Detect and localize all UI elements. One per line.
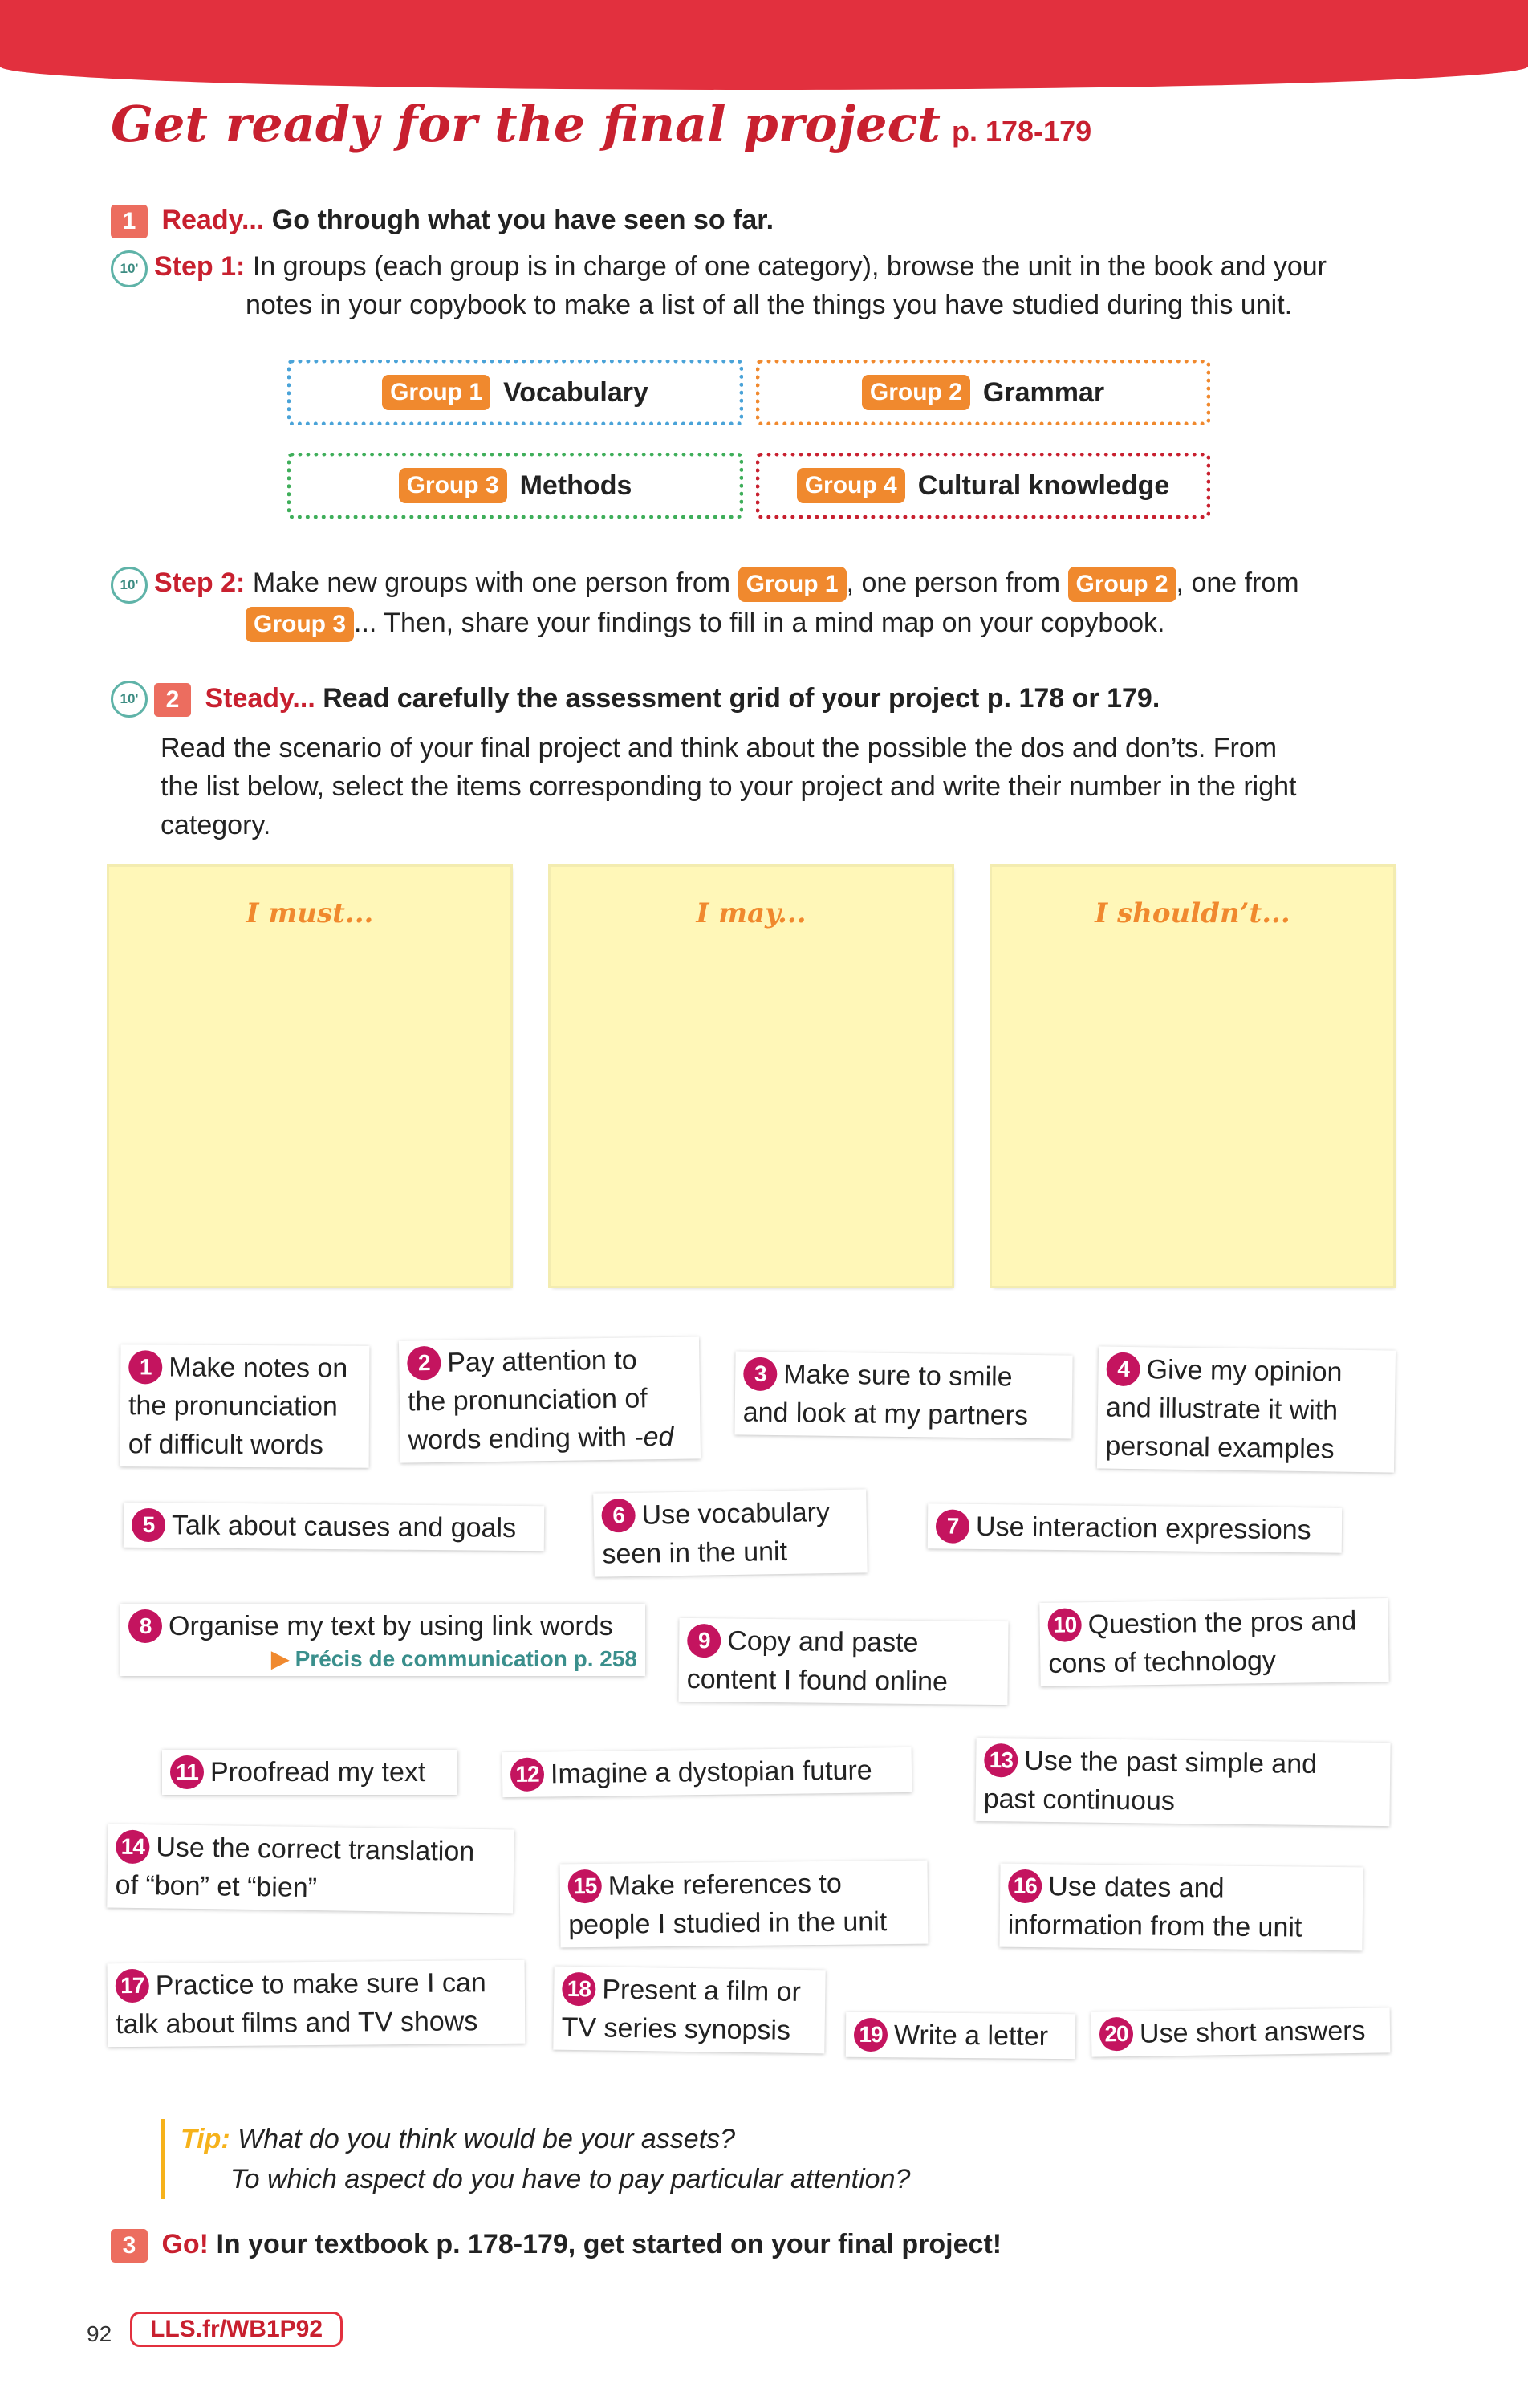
step2-text3: , one from (1176, 567, 1299, 598)
item-line: Make sure to smile (783, 1359, 1013, 1393)
resource-link[interactable]: LLS.fr/WB1P92 (130, 2312, 343, 2347)
item-number: 17 (116, 1969, 149, 2003)
item-line: Imagine a dystopian future (550, 1755, 872, 1790)
group3-name: Methods (519, 470, 632, 501)
timer-label: 10' (111, 250, 148, 287)
item-line: personal examples (1105, 1430, 1335, 1465)
item-number: 19 (854, 2018, 888, 2052)
item-line: Question the pros and (1087, 1605, 1357, 1641)
note-shouldnt (992, 867, 1393, 1286)
title-text: Get ready for the final project (111, 95, 941, 153)
item-card-11 (162, 1750, 457, 1795)
item-line: content I found online (686, 1663, 949, 1698)
timer-icon (111, 681, 148, 718)
top-banner (0, 0, 1528, 90)
item-card-1 (120, 1344, 370, 1468)
item-line: TV series synopsis (561, 2011, 791, 2046)
item-line: Make references to (608, 1868, 842, 1902)
note-must-title: I must... (246, 897, 374, 929)
item-line: Use short answers (1139, 2015, 1366, 2049)
note-may-title: I may... (696, 897, 807, 929)
item-card-19 (846, 2012, 1075, 2059)
step2-group2-tag: Group 2 (1068, 567, 1176, 602)
item-card-2 (399, 1336, 701, 1462)
item-card-15 (559, 1861, 928, 1948)
page-title (111, 95, 1091, 153)
tip-line1: What do you think would be your assets? (238, 2124, 736, 2154)
item-line: talk about films and TV shows (116, 2006, 478, 2040)
step2-text4: ... Then, share your findings to fill in a mind map on your copybook. (354, 608, 1165, 638)
item-card-9 (678, 1618, 1008, 1705)
item-number: 4 (1106, 1352, 1140, 1387)
section3-number: 3 (111, 2229, 148, 2263)
item-line: Organise my text by using link words (169, 1611, 613, 1641)
item-number: 10 (1047, 1608, 1082, 1642)
item-number: 14 (116, 1830, 150, 1865)
note-shouldnt-title: I shouldn’t... (1095, 897, 1290, 929)
item-line: Make notes on (169, 1352, 348, 1384)
tip-label: Tip: (181, 2124, 230, 2154)
section1-label: Ready... (161, 205, 265, 235)
item-reference-text: Précis de communication p. 258 (295, 1646, 637, 1671)
item-card-14 (107, 1824, 514, 1913)
item-line: Use vocabulary (641, 1497, 831, 1531)
item-line: information from the unit (1007, 1909, 1302, 1943)
item-line: of “bon” et “bien” (115, 1869, 318, 1904)
item-line: Use dates and (1048, 1871, 1225, 1904)
item-number: 1 (128, 1350, 162, 1384)
group3-tag: Group 3 (399, 468, 507, 503)
step2-line2 (246, 604, 1165, 642)
item-number: 18 (562, 1972, 596, 2007)
item-number: 5 (132, 1508, 165, 1542)
step2-label: Step 2: (154, 567, 246, 598)
item-line: Use the past simple and (1024, 1745, 1318, 1780)
step2-line1 (154, 563, 1299, 602)
section2-number: 2 (154, 683, 191, 717)
section2-para-line3: category. (161, 810, 271, 840)
note-may (551, 867, 952, 1286)
item-number: 8 (128, 1609, 162, 1643)
item-number: 3 (743, 1357, 778, 1392)
timer-icon (111, 567, 148, 604)
item-number: 13 (984, 1743, 1018, 1778)
timer-icon (111, 250, 148, 287)
page-number: 92 (87, 2321, 112, 2346)
section2-heading (154, 679, 1160, 718)
title-pages: p. 178-179 (952, 115, 1092, 148)
item-line: Write a letter (893, 2020, 1049, 2052)
item-card-17 (108, 1960, 526, 2048)
section1-text: Go through what you have seen so far. (271, 205, 774, 235)
item-card-4 (1097, 1346, 1396, 1472)
section2-para-line1: Read the scenario of your final project and think about the possible the dos and don’ts. From (161, 733, 1278, 763)
item-line: cons of technology (1048, 1645, 1277, 1679)
timer-label: 10' (111, 567, 148, 604)
item-card-20 (1091, 2007, 1391, 2056)
play-arrow-icon: ▶ (271, 1646, 289, 1671)
item-card-18 (553, 1967, 825, 2054)
item-card-10 (1039, 1598, 1388, 1686)
item-number: 16 (1008, 1869, 1042, 1903)
item-line: seen in the unit (602, 1536, 788, 1570)
group4-name: Cultural knowledge (917, 470, 1170, 501)
step2-text2: , one person from (846, 567, 1061, 598)
item-number: 6 (601, 1499, 636, 1533)
item-card-12 (502, 1747, 912, 1797)
step1-text1: In groups (each group is in charge of one category), browse the unit in the book and your (252, 251, 1327, 282)
item-card-3 (734, 1351, 1072, 1438)
item-number: 2 (407, 1346, 441, 1381)
item-line: of difficult words (128, 1429, 324, 1461)
group1-name: Vocabulary (503, 376, 648, 408)
item-line: Pay attention to (447, 1344, 637, 1378)
item-card-16 (999, 1864, 1363, 1951)
item-number: 12 (510, 1757, 545, 1792)
item-number: 15 (568, 1869, 602, 1903)
item-line: and illustrate it with (1105, 1392, 1339, 1426)
item-line: Give my opinion (1146, 1354, 1343, 1388)
step1-line2: notes in your copybook to make a list of all the things you have studied during this unit. (246, 290, 1293, 320)
section1-number: 1 (111, 205, 148, 238)
item-line: the pronunciation of (407, 1383, 648, 1418)
item-line: Practice to make sure I can (155, 1967, 486, 2001)
item-line: past continuous (983, 1783, 1176, 1816)
tip-box (161, 2119, 910, 2199)
item-reference (128, 1645, 637, 1673)
group3-box (287, 453, 743, 519)
section3-text: In your textbook p. 178-179, get started on your final project! (216, 2229, 1002, 2260)
item-number: 7 (936, 1509, 969, 1543)
timer-label: 10' (111, 681, 148, 718)
note-must (109, 867, 510, 1286)
item-number: 11 (170, 1755, 204, 1789)
item-card-6 (593, 1489, 868, 1576)
group1-tag: Group 1 (382, 375, 490, 410)
item-line: the pronunciation (128, 1390, 338, 1422)
item-number: 20 (1099, 2017, 1134, 2052)
item-line: Copy and paste (727, 1625, 919, 1658)
step2-group1-tag: Group 1 (738, 567, 847, 602)
item-line: Use the correct translation (156, 1832, 475, 1867)
tip-line2: To which aspect do you have to pay particular attention? (230, 2164, 911, 2194)
item-card-5 (124, 1503, 544, 1552)
group2-name: Grammar (982, 376, 1105, 408)
group4-tag: Group 4 (797, 468, 905, 503)
group4-box (756, 453, 1210, 519)
group2-tag: Group 2 (862, 375, 970, 410)
step1-line1 (154, 247, 1327, 286)
section2-text: Read carefully the assessment grid of your project p. 178 or 179. (323, 683, 1160, 714)
section3-label: Go! (161, 2229, 209, 2260)
item-line: people I studied in the unit (568, 1906, 888, 1941)
item-line: and look at my partners (742, 1397, 1029, 1431)
section1-heading (111, 201, 774, 239)
step2-group3-tag: Group 3 (246, 607, 354, 642)
item-line: Talk about causes and goals (171, 1510, 517, 1544)
item-card-13 (975, 1738, 1390, 1826)
item-card-8 (120, 1604, 645, 1676)
item-number: 9 (687, 1624, 721, 1658)
step2-text1: Make new groups with one person from (252, 567, 731, 598)
section2-para-line2: the list below, select the items corresponding to your project and write their number in the right (161, 771, 1297, 802)
item-line: Proofread my text (210, 1757, 426, 1788)
item-line: Use interaction expressions (975, 1511, 1311, 1546)
item-card-7 (928, 1503, 1343, 1552)
item-line: Present a film or (602, 1974, 802, 2007)
item-line: words ending with (408, 1422, 628, 1456)
section2-label: Steady... (205, 683, 315, 714)
section3-heading (111, 2225, 1002, 2264)
item-suffix: -ed (634, 1421, 674, 1453)
group1-box (287, 360, 743, 425)
group2-box (756, 360, 1210, 425)
step1-label: Step 1: (154, 251, 246, 282)
